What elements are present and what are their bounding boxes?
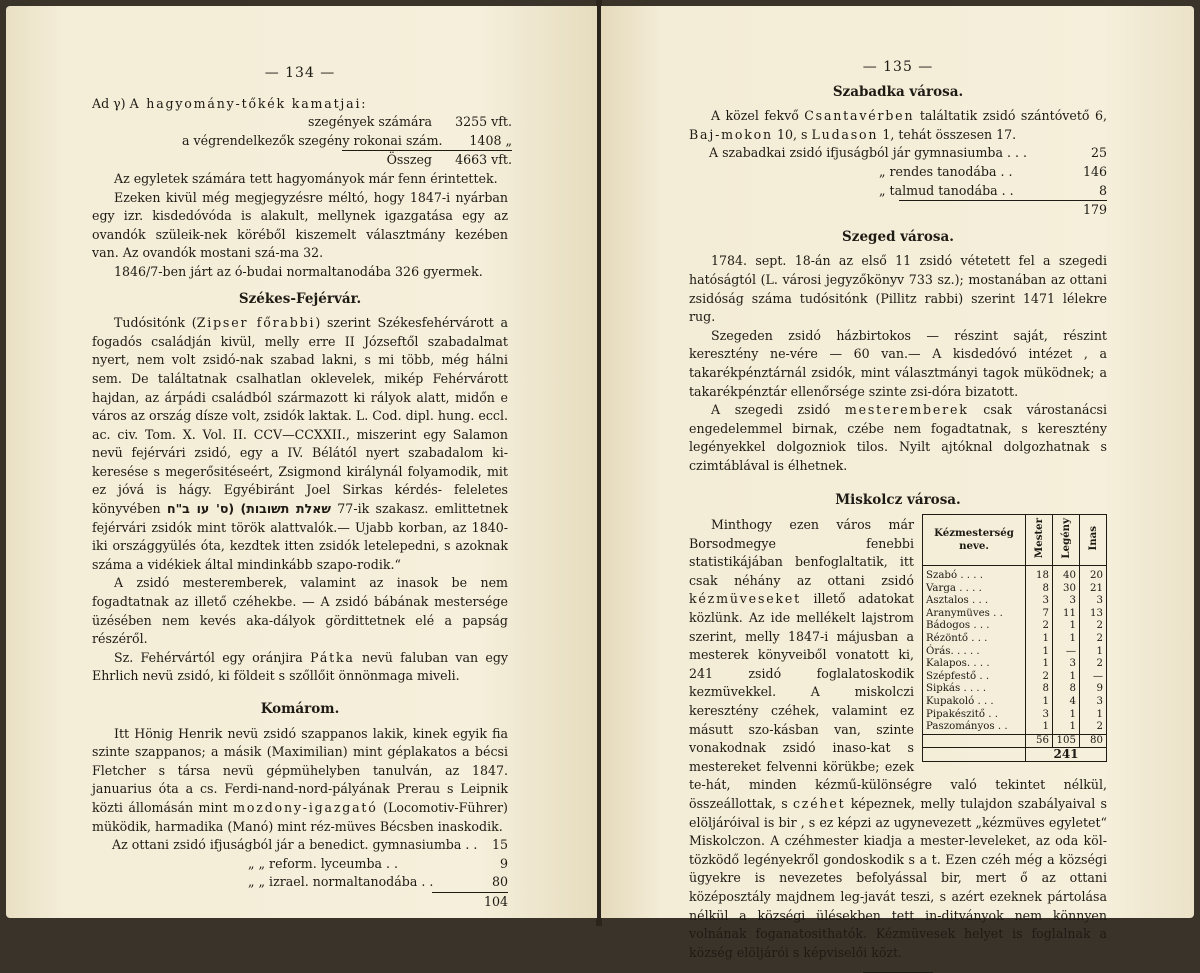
school-row-value: 25 bbox=[1090, 145, 1107, 161]
grand-total-row bbox=[923, 748, 1107, 762]
trade-count: 3 bbox=[1053, 595, 1080, 608]
text-span: illető adatokat közlünk. Az ide mellékelt lajstrom szerint, melly 1847-i májusban a mesterek könyveiből vonatott ki, 241 zsidó foglalatoskodik kezmüvekkel. A miskolczi keresztény czéhek, valamint ez másutt szo-kásban van, szinte vonakodnak zsidó inaso-kat s mestereket felvenni körükbe; ezek te-hát, minden kézmű-különségre való tekintet nélkül, összeállottak, s bbox=[689, 591, 1107, 811]
paragraph: 1846/7-ben járt az ó-budai normaltanodába 326 gyermek. bbox=[114, 263, 483, 279]
school-row-label: „ „ reform. lyceumba . . bbox=[248, 855, 399, 871]
interest-row-label: a végrendelkezők szegény rokonai szám. bbox=[182, 132, 443, 148]
trade-count: 7 bbox=[1026, 608, 1053, 621]
trade-count: 3 bbox=[1080, 696, 1107, 709]
paragraph: A zsidó mesteremberek, valamint az inasok be nem fogadtatnak az illető czéhekbe. — A zsidó bábának mestersége üzésében nem kevés aka-dályok gördittetnek elé a papság részéről. bbox=[92, 575, 508, 647]
trade-name: Varga . . . . bbox=[926, 582, 982, 594]
trade-count: 1 bbox=[1053, 633, 1080, 646]
trade-count: — bbox=[1053, 646, 1080, 659]
spaced-term: czéhet bbox=[792, 795, 846, 811]
interest-total-label: Összeg bbox=[386, 152, 432, 168]
school-row bbox=[112, 873, 508, 892]
section-heading-szekes-fejervar: Székes-Fejérvár. bbox=[238, 290, 362, 307]
text-span: Itt Hönig Henrik nevü zsidó szappanos lakik, kinek egyik fia szinte szappanos; a másik (Maximilian) mint géplakatos a bécsi Fletcher s társa nevü gépmühelyben tanulván, az 1847. januarius óta a cs. Ferdi-nand-nord-pályának Prerau s Leipnik közti állomásán mint bbox=[92, 725, 508, 815]
text-span: (Locomotiv-Führer) müködik, harmadika (Manó) mint réz-müves Bécsben inaskodik. bbox=[92, 799, 508, 834]
text-span: Minthogy ezen város már Borsodmegye fenebbi statistikájában benfoglaltatik, itt csak néhány az ottani zsidó bbox=[689, 517, 914, 588]
interest-total-row bbox=[182, 151, 512, 170]
trade-name: Szabó . . . . bbox=[926, 570, 983, 582]
paragraph: Ezeken kivül még megjegyzésre méltó, hogy 1847-i nyárban egy izr. kisdedóvóda is alakult, mellynek igazgatása egy az ovandók szüleik-nek köréből kiszemelt választmány kezében van. Az ovandók mostani szá-ma 32. bbox=[92, 189, 508, 261]
trade-name: Kalapos. . . . bbox=[926, 658, 990, 670]
column-total: 56 bbox=[1026, 734, 1053, 748]
trade-count: 2 bbox=[1080, 658, 1107, 671]
header-column bbox=[1053, 515, 1080, 566]
paragraph bbox=[689, 107, 1107, 144]
table-row bbox=[923, 646, 1107, 659]
spaced-place: Baj-mokon bbox=[689, 126, 773, 142]
trade-count: 1 bbox=[1026, 633, 1053, 646]
table-row bbox=[923, 683, 1107, 696]
komarom-school-table bbox=[92, 836, 508, 911]
school-row-label: Az ottani zsidó ifjuságból jár a benedict. gymnasiumba . . bbox=[112, 837, 478, 853]
trade-count: 11 bbox=[1053, 608, 1080, 621]
interest-table bbox=[122, 113, 512, 170]
trade-count: 2 bbox=[1026, 671, 1053, 684]
left-page-content bbox=[92, 64, 512, 912]
trade-count: 2 bbox=[1026, 620, 1053, 633]
section-heading-komarom: Komárom. bbox=[260, 701, 340, 717]
school-total-row bbox=[112, 893, 508, 912]
section-heading-miskolcz: Miskolcz városa. bbox=[835, 492, 961, 509]
left-page bbox=[6, 6, 597, 918]
text-span: A szegedi zsidó bbox=[711, 402, 845, 418]
school-row bbox=[709, 144, 1107, 163]
trade-count: 3 bbox=[1026, 595, 1053, 608]
table-row bbox=[923, 595, 1107, 608]
trade-count: 1 bbox=[1053, 620, 1080, 633]
grand-total-value: 241 bbox=[1026, 748, 1107, 762]
spaced-term: mozdony-igazgató bbox=[233, 799, 378, 815]
school-total-row bbox=[709, 201, 1107, 220]
trade-name: Órás. . . . . bbox=[926, 645, 980, 657]
craftsmen-table bbox=[922, 514, 1107, 762]
school-row-value: 146 bbox=[1082, 163, 1107, 179]
school-row-value: 15 bbox=[491, 837, 508, 853]
school-row-value: 9 bbox=[499, 855, 508, 871]
school-total-value: 104 bbox=[483, 893, 508, 909]
spaced-name: Zipser főrabbi bbox=[196, 315, 316, 331]
table-row bbox=[923, 671, 1107, 684]
paragraph: Az egyletek számára tett hagyományok már fenn érintettek. bbox=[114, 170, 498, 186]
craftsmen-table-body bbox=[923, 566, 1107, 762]
school-row bbox=[112, 836, 508, 855]
spaced-name: Pátka bbox=[310, 649, 355, 665]
interest-title bbox=[92, 95, 508, 114]
trade-name: Rézöntő . . . bbox=[926, 633, 988, 645]
table-row bbox=[923, 566, 1107, 583]
paragraph bbox=[92, 725, 508, 837]
table-row bbox=[923, 658, 1107, 671]
trade-count: 1 bbox=[1026, 696, 1053, 709]
trade-count: 1 bbox=[1080, 646, 1107, 659]
trade-name: Bádogos . . . bbox=[926, 620, 990, 632]
szabadka-school-table bbox=[689, 144, 1107, 219]
spaced-term: kézmüveseket bbox=[689, 591, 802, 607]
totals-blank bbox=[923, 734, 1026, 748]
trade-count: 4 bbox=[1053, 696, 1080, 709]
school-row bbox=[709, 182, 1107, 201]
trade-count: 3 bbox=[1026, 709, 1053, 722]
school-row-label: „ „ izrael. normaltanodába . . bbox=[248, 874, 434, 890]
paragraph bbox=[689, 401, 1107, 475]
table-row bbox=[923, 709, 1107, 722]
interest-row-value: 3255 vft. bbox=[455, 114, 512, 130]
text-span: Tudósitónk ( bbox=[114, 315, 197, 331]
header-column-label: Mester bbox=[1032, 518, 1045, 559]
grand-total-blank bbox=[923, 748, 1026, 762]
trade-count: 21 bbox=[1080, 583, 1107, 596]
header-column-label: Legény bbox=[1059, 517, 1072, 559]
interest-row bbox=[182, 113, 512, 132]
column-total: 80 bbox=[1080, 734, 1107, 748]
interest-row-label: szegények számára bbox=[308, 114, 432, 130]
text-span: csak várostanácsi engedelemmel birnak, czébe nem fogadtatnak, s keresztény legényekkel dolgozniok tilos. Nyilt ajtóknal dolgozhatnak s czimtáblával is élhetnek. bbox=[689, 402, 1107, 473]
school-row-label: „ rendes tanodába . . bbox=[879, 163, 1013, 179]
column-total: 105 bbox=[1053, 734, 1080, 748]
trade-count: 18 bbox=[1026, 566, 1053, 583]
school-row-value: 8 bbox=[1098, 182, 1107, 198]
header-column bbox=[1026, 515, 1053, 566]
trade-count: 8 bbox=[1026, 583, 1053, 596]
totals-row bbox=[923, 734, 1107, 748]
table-row bbox=[923, 620, 1107, 633]
hebrew-citation: (ס' עו ב"ח bbox=[166, 501, 235, 517]
text-span: találtatik zsidó szántóvető 6, bbox=[914, 108, 1107, 124]
trade-count: 2 bbox=[1080, 721, 1107, 734]
hebrew-citation: שאלת תשובות) bbox=[240, 501, 331, 517]
trade-count: 8 bbox=[1053, 683, 1080, 696]
header-trade-name: Kézmesterség neve. bbox=[923, 515, 1026, 566]
header-column bbox=[1080, 515, 1107, 566]
trade-count: 13 bbox=[1080, 608, 1107, 621]
right-page-content bbox=[689, 58, 1107, 973]
table-row bbox=[923, 633, 1107, 646]
trade-name: Asztalos . . . bbox=[926, 595, 989, 607]
text-span: Sz. Fehérvártól egy oránjira bbox=[114, 649, 311, 665]
craftsmen-table-header bbox=[923, 515, 1107, 566]
spaced-place: Ludason bbox=[811, 126, 879, 142]
trade-count: 20 bbox=[1080, 566, 1107, 583]
trade-name: Aranymüves . . bbox=[926, 607, 1003, 619]
interest-title-prefix: Ad γ) bbox=[92, 95, 130, 111]
trade-name: Paszományos . . bbox=[926, 721, 1008, 733]
table-row bbox=[923, 721, 1107, 734]
interest-row-value: 1408 „ bbox=[469, 132, 512, 148]
trade-count: — bbox=[1080, 671, 1107, 684]
interest-title-spaced: A hagyomány-tőkék kamatjai: bbox=[129, 95, 368, 111]
trade-name: Szépfestő . . bbox=[926, 670, 990, 682]
school-total-value: 179 bbox=[1082, 202, 1107, 218]
interest-total-value: 4663 vft. bbox=[455, 152, 512, 168]
trade-count: 8 bbox=[1026, 683, 1053, 696]
trade-count: 2 bbox=[1080, 633, 1107, 646]
right-page bbox=[601, 6, 1194, 960]
page-number-right: — 135 — bbox=[862, 59, 934, 75]
trade-name: Sipkás . . . . bbox=[926, 683, 987, 695]
spaced-term: mesteremberek bbox=[844, 402, 969, 418]
trade-count: 1 bbox=[1080, 709, 1107, 722]
school-row-value: 80 bbox=[491, 874, 508, 890]
header-column-label: Inas bbox=[1086, 526, 1099, 551]
trade-count: 1 bbox=[1053, 671, 1080, 684]
table-row bbox=[923, 696, 1107, 709]
trade-name: Kupakoló . . . bbox=[926, 696, 994, 707]
miskolcz-section bbox=[689, 516, 1107, 962]
text-span: 10, s bbox=[772, 126, 812, 142]
school-row-label: A szabadkai zsidó ifjuságból jár gymnasiumba . . . bbox=[709, 145, 1027, 161]
section-heading-szabadka: Szabadka városa. bbox=[832, 83, 964, 100]
trade-count: 1 bbox=[1026, 721, 1053, 734]
paragraph: Szegeden zsidó házbirtokos — részint saját, részint keresztény ne-vére — 60 van.— A kisdedóvó intézet , a takarékpénztárnál zsidók, mint választmányi tagok müködnek; a takarékpénztár ellenőrsége szinte zsi-dóra bizatott. bbox=[689, 327, 1107, 399]
text-span: 77-ik szakasz. emlittetnek fejérvári zsidók mint török alattvalók.— Ujabb korban, az 1840-iki országgyülés óta, kezdtek itten zsidók letelepedni, s azoknak száma a vidékiek által mindinkább szapo-rodik.“ bbox=[92, 501, 509, 572]
text-span: képeznek, melly tulajdon szabályaival s elöljáróival is bir , s ez képzi az ugynevezett „kézmüves egyletet“ Miskolczon. A czéhmester kiadja a mester-leveleket, az oda köl-tözködő legényekről gondoskodik s a t. Ezen czéh még a községi ügyekre is nevezetes befolyással bir, mert ő az ottani középosztály majdnem leg-javát teszi, s azért ezeknek pártolása nélkül a községi ülésekben tett in-ditványok nem könnyen volnának foganatosithatók. Kézmüvesek helyet is foglalnak a község elöljárói s képviselői közt. bbox=[689, 795, 1107, 960]
trade-count: 1 bbox=[1053, 709, 1080, 722]
trade-count: 30 bbox=[1053, 583, 1080, 596]
school-row bbox=[112, 855, 508, 874]
interest-row bbox=[182, 132, 512, 151]
school-row bbox=[709, 163, 1107, 182]
paragraph bbox=[92, 649, 508, 686]
text-span: ) szerint Székesfehérvárott a fogadós családján kivül, melly erre II Józseftől szabadalmat nyert, nem volt zsidó-nak szabad lakni, s mi több, még hálni sem. De találtatnak csalhatlan oklevelek, mikép Fehérvárott hajdan, az árpádi családból származott ki rályok alatt, midőn e város az ország dísze volt, zsidók laktak. L. Cod. dipl. hung. eccl. ac. civ. Tom. X. Vol. II. CCV—CCXXII., miszerint egy Salamon nevü fejérvári zsidó, egy a IV. Bélától nyert szabadalom ki-keresése s megerősitéseért, Zsigmond királynál folyamodik, mit ez jóvá is hágy. Egyébiránt Joel Sirkas kérdés- feleletes könyvében bbox=[92, 315, 509, 517]
paragraph bbox=[92, 314, 508, 574]
trade-count: 2 bbox=[1080, 620, 1107, 633]
table-row bbox=[923, 583, 1107, 596]
trade-count: 3 bbox=[1053, 658, 1080, 671]
trade-count: 3 bbox=[1080, 595, 1107, 608]
text-span: 1, tehát összesen 17. bbox=[878, 126, 1017, 142]
text-span: nevü faluban van egy Ehrlich nevü zsidó, ki földeit s szőllőit önnönmaga miveli. bbox=[92, 649, 508, 684]
trade-count: 9 bbox=[1080, 683, 1107, 696]
school-row-label: „ talmud tanodába . . bbox=[879, 182, 1014, 198]
spaced-place: Csantavérben bbox=[804, 108, 915, 124]
paragraph: 1784. sept. 18-án az első 11 zsidó vétetett fel a szegedi hatóságtól (L. városi jegyzőkönyv 733 sz.); mostanában az ottani zsidóság száma tudósitónk (Pillitz rabbi) szerint 1471 lélekre rug. bbox=[689, 253, 1107, 325]
trade-count: 1 bbox=[1026, 658, 1053, 671]
trade-count: 1 bbox=[1026, 646, 1053, 659]
page-number-left: — 134 — bbox=[264, 65, 336, 81]
trade-name: Pipakészitő . . bbox=[926, 708, 998, 720]
table-row bbox=[923, 608, 1107, 621]
trade-count: 40 bbox=[1053, 566, 1080, 583]
trade-count: 1 bbox=[1053, 721, 1080, 734]
text-span: A közel fekvő bbox=[711, 108, 805, 124]
section-heading-szeged: Szeged városa. bbox=[842, 228, 954, 245]
